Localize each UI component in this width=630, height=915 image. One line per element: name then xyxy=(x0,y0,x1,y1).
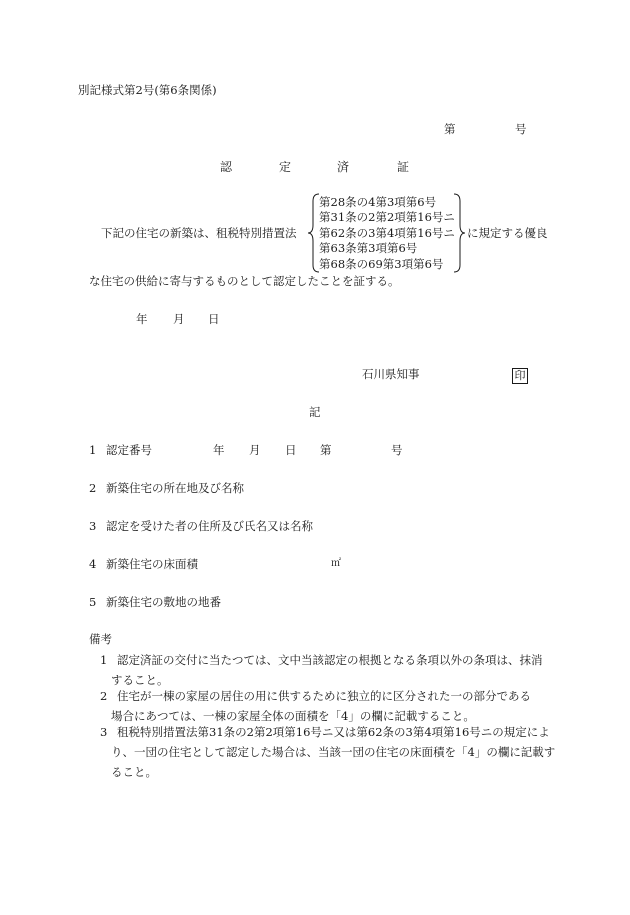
remark-3-line-3: ること。 xyxy=(111,765,157,779)
item-1-year: 年 xyxy=(213,443,225,457)
remark-2-line-1: 住宅が一棟の家屋の居住の用に供するために独立的に区分された一の部分である xyxy=(117,689,531,703)
remark-1-line-1: 認定済証の交付に当たつては、文中当該認定の根拠となる条項以外の条項は、抹消 xyxy=(117,653,543,667)
item-4-number: 4 xyxy=(89,557,97,571)
remark-1-number: 1 xyxy=(100,653,108,667)
item-2-number: 2 xyxy=(89,481,97,495)
item-5-label: 新築住宅の敷地の地番 xyxy=(106,595,221,609)
ki-heading: 記 xyxy=(309,405,321,419)
remark-2-line-2: 場合にあつては、一棟の家屋全体の面積を「4」の欄に記載すること。 xyxy=(111,709,475,723)
item-4-unit: ㎡ xyxy=(331,558,341,569)
form-label: 別記様式第2号(第6条関係) xyxy=(78,83,217,97)
body-prefix: 下記の住宅の新築は、租税特別措置法 xyxy=(101,226,297,240)
item-3-number: 3 xyxy=(89,519,97,533)
body-suffix: に規定する優良 xyxy=(467,226,548,240)
remark-3-line-2: り、一団の住宅として認定した場合は、当該一団の住宅の床面積を「4」の欄に記載す xyxy=(111,745,556,759)
issuer: 石川県知事 xyxy=(362,367,420,381)
item-1-label: 認定番号 xyxy=(106,443,152,457)
seal-mark: 印 xyxy=(512,368,528,384)
remark-1-line-2: すること。 xyxy=(111,673,169,687)
item-1-go: 号 xyxy=(391,443,403,457)
body-line-2: な住宅の供給に寄与するものとして認定したことを証する。 xyxy=(89,274,400,288)
item-1-dai: 第 xyxy=(320,443,332,457)
title-char-1: 認 xyxy=(220,160,233,174)
certificate-number-dai: 第 xyxy=(444,122,456,136)
item-1-day: 日 xyxy=(285,443,297,457)
date-month: 月 xyxy=(173,312,185,326)
item-4-label: 新築住宅の床面積 xyxy=(106,557,198,571)
right-brace xyxy=(452,193,466,273)
law-item-5: 第68条の69第3項第6号 xyxy=(319,257,444,271)
item-2-label: 新築住宅の所在地及び名称 xyxy=(106,481,244,495)
remark-3-line-1: 租税特別措置法第31条の2第2項第16号ニ又は第62条の3第4項第16号ニの規定によ xyxy=(117,725,550,739)
law-item-2: 第31条の2第2項第16号ニ xyxy=(319,210,455,224)
item-3-label: 認定を受けた者の住所及び氏名又は名称 xyxy=(106,519,313,533)
title-char-4: 証 xyxy=(397,160,410,174)
item-5-number: 5 xyxy=(89,595,97,609)
remarks-title: 備考 xyxy=(89,632,112,646)
remark-2-number: 2 xyxy=(100,689,108,703)
law-item-1: 第28条の4第3項第6号 xyxy=(319,195,437,209)
title-char-2: 定 xyxy=(279,160,292,174)
remark-1 xyxy=(100,650,560,690)
remark-3-number: 3 xyxy=(100,725,108,739)
remark-2 xyxy=(100,686,560,726)
law-item-3: 第62条の3第4項第16号ニ xyxy=(319,226,455,240)
date-day: 日 xyxy=(208,312,220,326)
certificate-number-go: 号 xyxy=(515,122,527,136)
date-year: 年 xyxy=(136,312,148,326)
remark-3 xyxy=(100,722,570,782)
law-item-4: 第63条第3項第6号 xyxy=(319,241,418,255)
item-1-month: 月 xyxy=(249,443,261,457)
item-1-number: 1 xyxy=(89,443,97,457)
title-char-3: 済 xyxy=(337,160,350,174)
